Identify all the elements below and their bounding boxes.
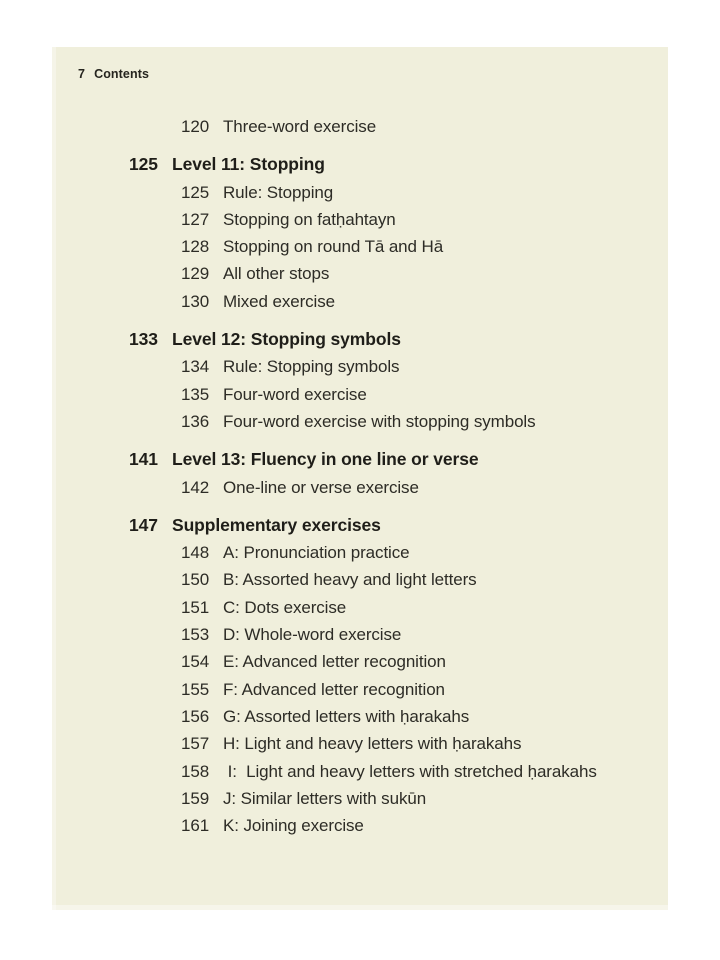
toc-section-row xyxy=(52,512,668,539)
toc-page-number: 135 xyxy=(181,384,210,404)
toc-page-number: 127 xyxy=(181,209,210,229)
toc-page-number: 136 xyxy=(181,411,210,431)
toc-page-number: 133 xyxy=(129,329,158,350)
toc-list xyxy=(52,113,668,839)
toc-entry-row xyxy=(52,408,668,435)
toc-entry-row xyxy=(52,676,668,703)
toc-label: Four-word exercise xyxy=(223,384,367,404)
toc-label: Four-word exercise with stopping symbols xyxy=(223,411,536,431)
toc-label: Rule: Stopping symbols xyxy=(223,357,400,377)
toc-entry-row xyxy=(52,539,668,566)
toc-page-number: 151 xyxy=(181,597,210,617)
toc-entry-row xyxy=(52,758,668,785)
toc-entry-row xyxy=(52,730,668,757)
toc-page-number: 141 xyxy=(129,449,158,470)
running-header xyxy=(78,67,149,81)
toc-label: D: Whole-word exercise xyxy=(223,625,402,645)
toc-page-number: 157 xyxy=(181,734,210,754)
toc-page-number: 159 xyxy=(181,788,210,808)
toc-page-number: 161 xyxy=(181,816,210,836)
toc-label: Level 12: Stopping symbols xyxy=(172,329,401,350)
toc-page-number: 150 xyxy=(181,570,210,590)
book-page xyxy=(52,47,668,910)
toc-page-number: 120 xyxy=(181,117,210,136)
toc-page-number: 155 xyxy=(181,679,210,699)
toc-label: H: Light and heavy letters with ḥarakahs xyxy=(223,734,522,754)
toc-page-number: 156 xyxy=(181,706,210,726)
toc-entry-row xyxy=(52,353,668,380)
toc-label: One-line or verse exercise xyxy=(223,477,419,497)
toc-label: Rule: Stopping xyxy=(223,182,334,202)
toc-label: C: Dots exercise xyxy=(223,597,347,617)
toc-page-number: 130 xyxy=(181,291,210,311)
toc-label: K: Joining exercise xyxy=(223,816,364,836)
header-title: Contents xyxy=(94,67,150,81)
toc-entry-row xyxy=(52,812,668,839)
toc-label: F: Advanced letter recognition xyxy=(223,679,445,699)
toc-entry-row xyxy=(52,785,668,812)
toc-section-row xyxy=(52,446,668,473)
toc-entry-row xyxy=(52,260,668,287)
toc-label: Level 13: Fluency in one line or verse xyxy=(172,449,479,470)
toc-section-row xyxy=(52,326,668,353)
toc-label: All other stops xyxy=(223,264,330,284)
toc-page-number: 153 xyxy=(181,625,210,645)
toc-label: A: Pronunciation practice xyxy=(223,543,410,563)
toc-label: Three-word exercise xyxy=(223,117,377,136)
toc-entry-row xyxy=(52,113,668,140)
toc-page-number: 142 xyxy=(181,477,210,497)
toc-section-row xyxy=(52,151,668,178)
toc-label: Supplementary exercises xyxy=(172,514,381,535)
toc-entry-row xyxy=(52,381,668,408)
toc-entry-row xyxy=(52,206,668,233)
toc-entry-row xyxy=(52,621,668,648)
toc-label: E: Advanced letter recognition xyxy=(223,652,446,672)
toc-page-number: 125 xyxy=(181,182,210,202)
toc-page-number: 154 xyxy=(181,652,210,672)
toc-entry-row xyxy=(52,288,668,315)
toc-label: G: Assorted letters with ḥarakahs xyxy=(223,706,470,726)
toc-label: Stopping on fatḥahtayn xyxy=(223,209,396,229)
toc-entry-row xyxy=(52,566,668,593)
toc-page-number: 125 xyxy=(129,154,158,175)
toc-page-number: 147 xyxy=(129,514,158,535)
toc-page-number: 148 xyxy=(181,543,210,563)
toc-entry-row xyxy=(52,474,668,501)
toc-label: J: Similar letters with sukūn xyxy=(223,788,427,808)
toc-label: I: Light and heavy letters with stretched ḥarakahs xyxy=(223,761,597,781)
toc-entry-row xyxy=(52,594,668,621)
toc-page-number: 158 xyxy=(181,761,210,781)
header-page-number: 7 xyxy=(78,67,86,81)
toc-entry-row xyxy=(52,233,668,260)
toc-label: B: Assorted heavy and light letters xyxy=(223,570,477,590)
toc-label: Stopping on round Tā and Hā xyxy=(223,237,444,257)
toc-label: Level 11: Stopping xyxy=(172,154,325,175)
toc-entry-row xyxy=(52,648,668,675)
toc-page-number: 128 xyxy=(181,237,210,257)
toc-entry-row xyxy=(52,703,668,730)
toc-page-number: 129 xyxy=(181,264,210,284)
toc-label: Mixed exercise xyxy=(223,291,335,311)
toc-page-number: 134 xyxy=(181,357,210,377)
toc-entry-row xyxy=(52,179,668,206)
